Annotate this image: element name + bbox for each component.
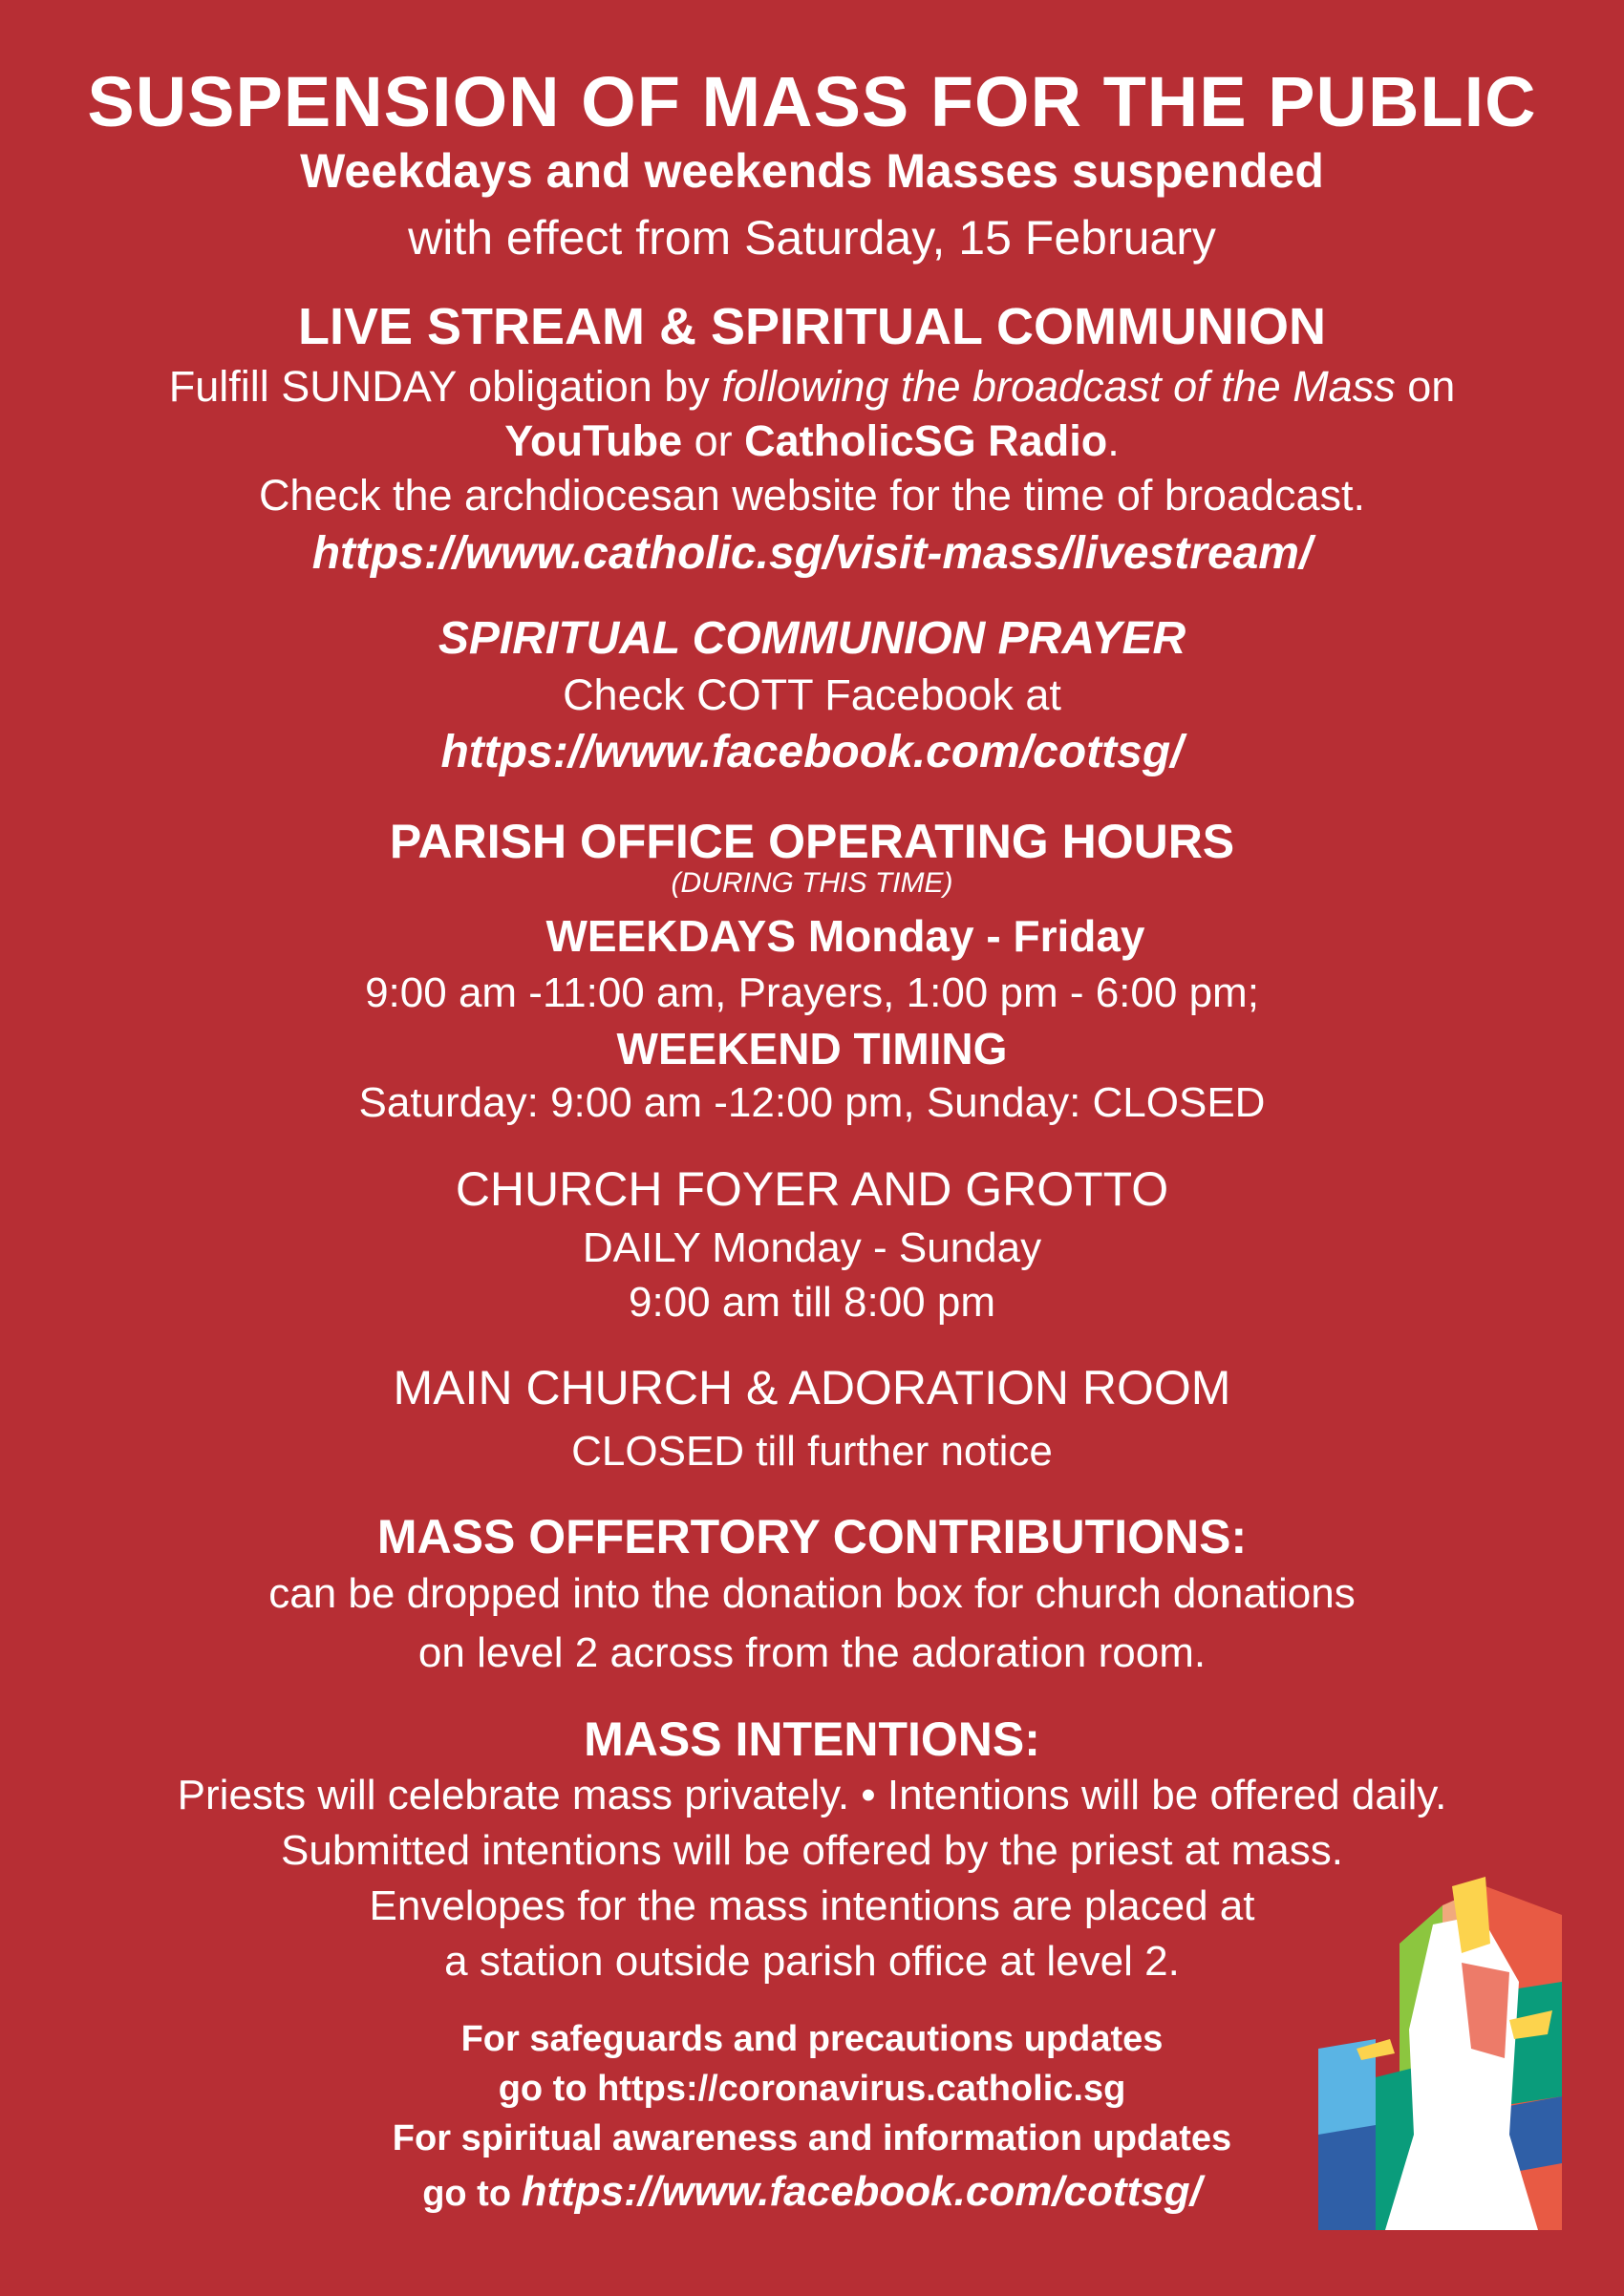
main-church-status: CLOSED till further notice xyxy=(571,1428,1053,1475)
livestream-heading: LIVE STREAM & SPIRITUAL COMMUNION xyxy=(297,298,1327,355)
livestream-line2 xyxy=(0,417,1624,465)
footer-facebook-url[interactable]: https://www.facebook.com/cottsg/ xyxy=(521,2168,1202,2215)
main-church-heading: MAIN CHURCH & ADORATION ROOM xyxy=(393,1361,1231,1414)
intentions-line4: a station outside parish office at level 2. xyxy=(444,1938,1180,1985)
livestream-url[interactable]: https://www.catholic.sg/visit-mass/livestream/ xyxy=(311,528,1313,579)
livestream-or: or xyxy=(682,416,745,465)
youtube-label: YouTube xyxy=(504,416,683,465)
livestream-line1 xyxy=(0,363,1624,411)
intentions-line1: Priests will celebrate mass privately. • Intentions will be offered daily. xyxy=(177,1772,1447,1818)
prayer-line1: Check COTT Facebook at xyxy=(563,670,1061,719)
prayer-heading: SPIRITUAL COMMUNION PRAYER xyxy=(438,613,1186,664)
offertory-line1: can be dropped into the donation box for church donations xyxy=(268,1570,1356,1617)
offertory-line2: on level 2 across from the adoration room. xyxy=(417,1629,1207,1676)
footer-line2[interactable]: go to https://coronavirus.catholic.sg xyxy=(498,2069,1126,2109)
intentions-line2: Submitted intentions will be offered by the priest at mass. xyxy=(281,1827,1343,1874)
foyer-days: DAILY Monday - Sunday xyxy=(582,1224,1042,1271)
poster-subtitle: Weekdays and weekends Masses suspended xyxy=(300,144,1324,198)
office-heading: PARISH OFFICE OPERATING HOURS xyxy=(389,815,1235,868)
weekend-hours: Saturday: 9:00 am -12:00 pm, Sunday: CLOSED xyxy=(358,1079,1266,1126)
intentions-heading: MASS INTENTIONS: xyxy=(584,1712,1040,1766)
offertory-heading: MASS OFFERTORY CONTRIBUTIONS: xyxy=(376,1510,1248,1563)
livestream-line1-b: following the broadcast of the Mass xyxy=(721,362,1396,411)
weekdays-label: WEEKDAYS Monday - Friday xyxy=(545,911,1145,961)
figure-panel-blue xyxy=(1318,2125,1376,2230)
footer-line4-prefix: go to xyxy=(422,2174,522,2214)
footer-line3: For spiritual awareness and information updates xyxy=(392,2118,1232,2158)
effective-date: with effect from Saturday, 15 February xyxy=(408,211,1216,265)
livestream-period: . xyxy=(1107,416,1120,465)
foyer-heading: CHURCH FOYER AND GROTTO xyxy=(455,1162,1169,1216)
livestream-line1-a: Fulfill SUNDAY obligation by xyxy=(168,362,722,411)
risen-christ-illustration xyxy=(1318,1848,1562,2230)
poster-title: SUSPENSION OF MASS FOR THE PUBLIC xyxy=(87,62,1537,141)
prayer-url[interactable]: https://www.facebook.com/cottsg/ xyxy=(440,727,1184,777)
office-note: (DURING THIS TIME) xyxy=(671,867,953,899)
livestream-line3: Check the archdiocesan website for the time of broadcast. xyxy=(258,471,1366,520)
weekdays-hours: 9:00 am -11:00 am, Prayers, 1:00 pm - 6:00 pm; xyxy=(365,969,1259,1016)
intentions-line3: Envelopes for the mass intentions are placed at xyxy=(369,1882,1255,1929)
foyer-hours: 9:00 am till 8:00 pm xyxy=(629,1279,995,1326)
catholicsg-radio-label: CatholicSG Radio xyxy=(744,416,1108,465)
livestream-line1-c: on xyxy=(1395,362,1456,411)
footer-line1: For safeguards and precautions updates xyxy=(460,2019,1164,2059)
weekend-label: WEEKEND TIMING xyxy=(616,1024,1008,1074)
